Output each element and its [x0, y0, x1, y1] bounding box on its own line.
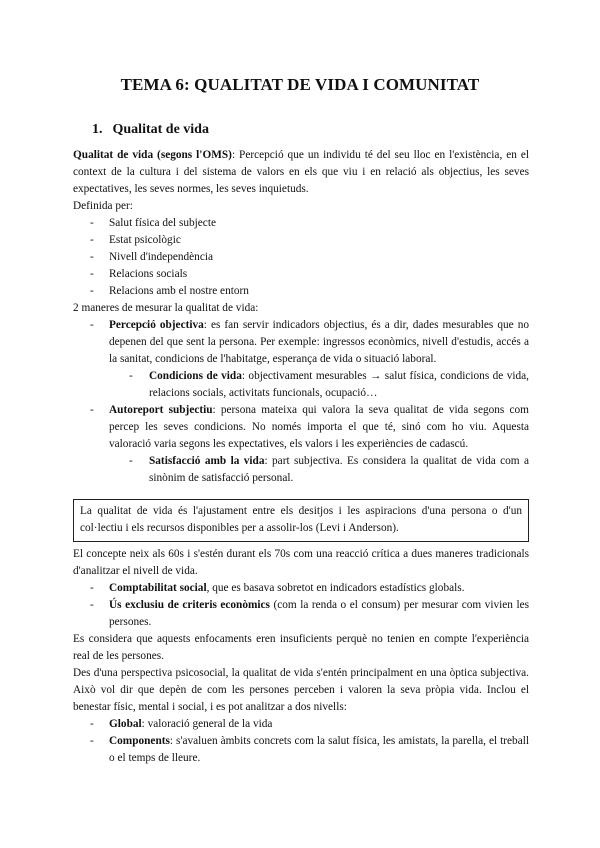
sub-list [129, 368, 529, 402]
list-item: - Relacions socials [73, 266, 529, 283]
intro-term: Qualitat de vida (segons l'OMS) [73, 149, 232, 161]
traditional-text: , que es basava sobretot en indicadors estadístics globals. [206, 582, 465, 594]
levels-list [73, 716, 529, 767]
sub-text: : part subjectiva. Es considera la qualitat de vida com a sinònim de satisfacció personal. [149, 455, 529, 484]
list-item: - Nivell d'independència [73, 249, 529, 266]
traditional-text: (com la renda o el consum) per mesurar com vivien les persones. [109, 599, 529, 628]
level-text: : s'avaluen àmbits concrets com la salut física, les amistats, la parella, el treball o el temps de lleure. [109, 735, 529, 764]
list-item [73, 597, 529, 631]
way-text: : persona mateixa qui valora la seva qualitat de vida segons com percep les seves condicions. No només importa el que té, sinó com ho viu. Aquesta valoració varia segons les expectatives, els valors i les experiències de cadascú. [109, 404, 529, 450]
traditional-term: Comptabilitat social [109, 582, 207, 594]
level-term: Global [109, 718, 142, 730]
way-text: : es fan servir indicadors objectius, és a dir, dades mesurables que no depenen del que sent la persona. Per exemple: ingressos econòmics, nivell d'estudis, accés a la sanitat, condicions de l'habitatge, esperança de vida o situació laboral. [109, 319, 529, 365]
section-number: 1. [92, 122, 103, 137]
list-item [73, 580, 529, 597]
boxed-definition: La qualitat de vida és l'ajustament entre els desitjos i les aspiracions d'una persona o d'un col·lectiu i els recursos disponibles per a assolir-los (Levi i Anderson). [73, 499, 529, 542]
list-item: - Salut física del subjecte [73, 215, 529, 232]
sub-text: : objectivament mesurables → salut física, condicions de vida, relacions socials, activitats funcionals, ocupació… [149, 370, 529, 399]
list-item [73, 733, 529, 767]
intro-text: : Percepció que un individu té del seu lloc en l'existència, en el context de la cultura i del sistema de valors en els que viu i en relació als objectius, les seves expectatives, les seves normes, les seves inquietuds. [73, 149, 529, 195]
ways-list [73, 317, 529, 487]
ways-label: 2 maneres de mesurar la qualitat de vida: [73, 302, 259, 314]
sub-list-item [129, 368, 529, 402]
sub-list [129, 453, 529, 487]
section-label: Qualitat de vida [112, 122, 209, 137]
defined-by-label: Definida per: [73, 200, 133, 212]
traditional-term: Ús exclusiu de criteris econòmics [109, 599, 270, 611]
traditional-list [73, 580, 529, 631]
concept-paragraph: El concepte neix als 60s i s'estén durant els 70s com una reacció crítica a dues maneres tradicionals d'analitzar el nivell de vida. [73, 548, 529, 577]
list-item [73, 402, 529, 487]
psychosocial-paragraph: Des d'una perspectiva psicosocial, la qualitat de vida s'entén principalment en una òptica subjectiva. Això vol dir que depèn de com les persones perceben i valoren la seva pròpia vida. Inclou el benestar físic, mental i social, i es pot analitzar a dos nivells: [73, 667, 529, 713]
list-item: - Relacions amb el nostre entorn [73, 283, 529, 300]
level-term: Components [109, 735, 170, 747]
level-text: : valoració general de la vida [141, 718, 273, 730]
page-title: TEMA 6: QUALITAT DE VIDA I COMUNITAT [120, 75, 480, 94]
document-body [73, 147, 529, 767]
sub-term: Satisfacció amb la vida [149, 455, 265, 467]
defined-by-list [73, 215, 529, 300]
sub-term: Condicions de vida [149, 370, 242, 382]
way-term: Percepció objectiva [109, 319, 204, 331]
section-heading [92, 121, 209, 138]
list-item [73, 716, 529, 733]
list-item [73, 317, 529, 402]
insufficient-paragraph: Es considera que aquests enfocaments eren insuficients perquè no tenien en compte l'experiència real de les persones. [73, 633, 529, 662]
sub-list-item [129, 453, 529, 487]
list-item: - Estat psicològic [73, 232, 529, 249]
way-term: Autoreport subjectiu [109, 404, 213, 416]
intro-paragraph [73, 147, 529, 198]
